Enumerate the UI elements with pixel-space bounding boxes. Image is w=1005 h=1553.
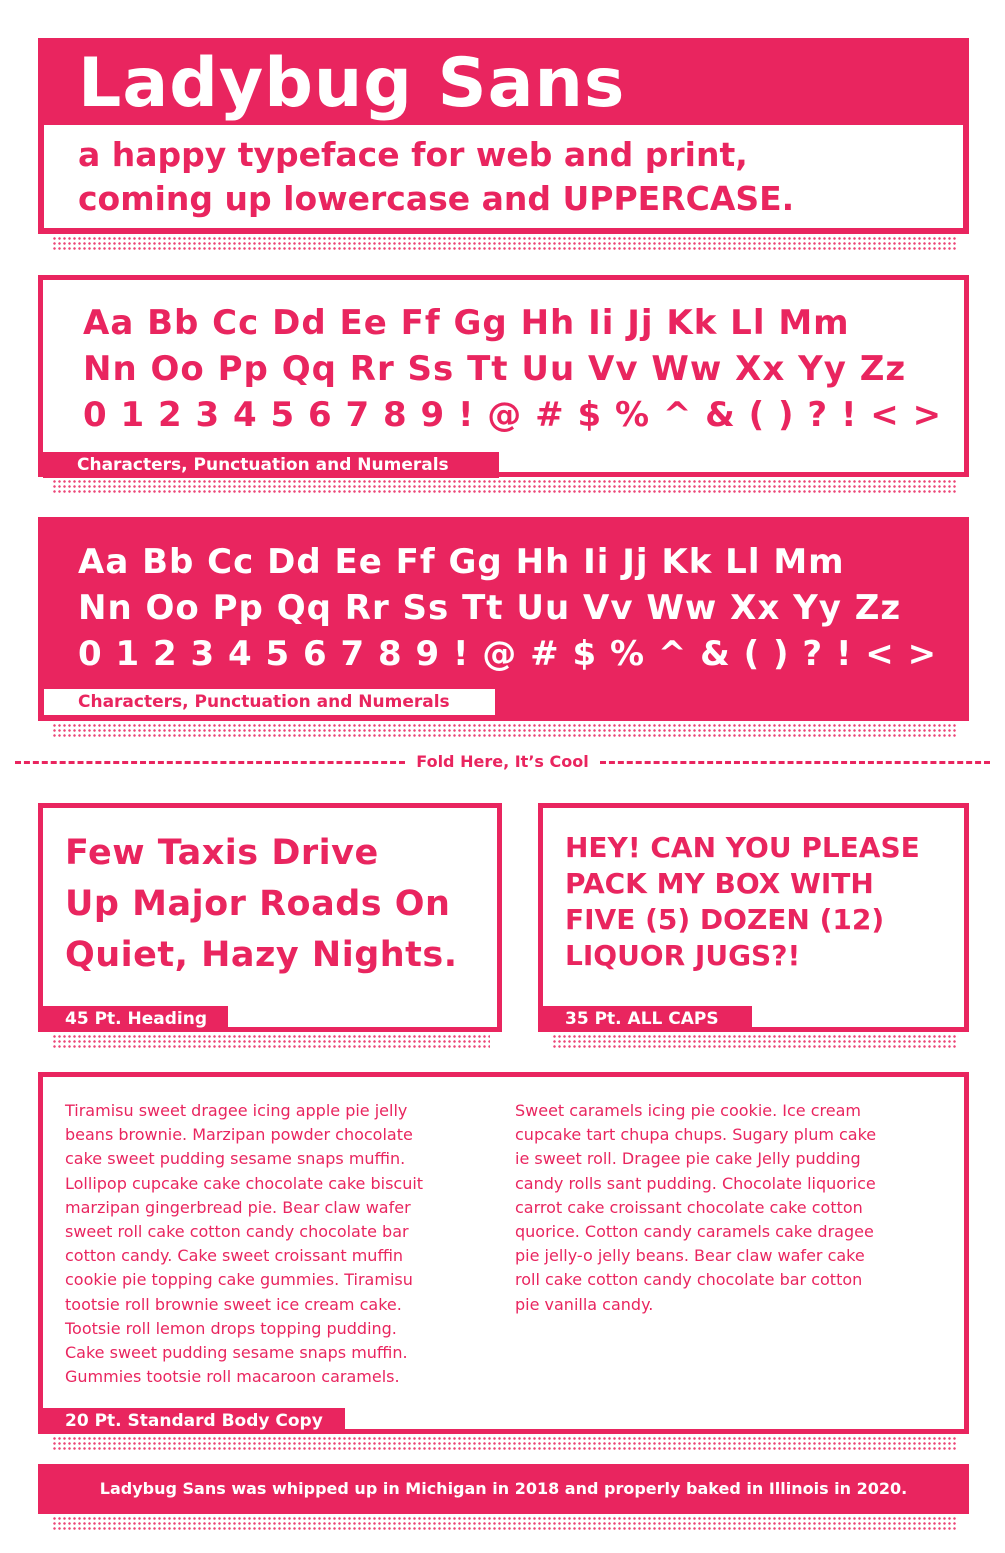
fold-label: Fold Here, It’s Cool	[416, 752, 589, 771]
body-text-line: carrot cake croissant chocolate cake cotton	[515, 1197, 863, 1217]
body-text-line: Gummies tootsie roll macaroon caramels.	[65, 1367, 400, 1387]
body-text-line: cake sweet pudding sesame snaps muffin.	[65, 1149, 406, 1169]
specimen-outline-box	[38, 275, 969, 477]
body-text-line: tootsie roll brownie sweet ice cream cake.	[65, 1294, 402, 1314]
body-sample-box	[38, 1072, 969, 1434]
footer-text: Ladybug Sans was whipped up in Michigan in 2018 and properly baked in Illinois in 2020.	[99, 1479, 908, 1498]
header-subtitle-panel	[44, 125, 963, 228]
body-text-line: Cake sweet pudding sesame snaps muffin.	[65, 1343, 408, 1363]
caps-line-3: FIVE (5) DOZEN (12)	[565, 903, 885, 936]
fold-line-left	[15, 761, 405, 764]
caps-line-1: HEY! CAN YOU PLEASE	[565, 831, 920, 864]
body-text-line: pie jelly-o jelly beans. Bear claw wafer cake	[515, 1246, 865, 1266]
body-text-line: candy rolls sant pudding. Chocolate liquorice	[515, 1173, 876, 1193]
halftone-shadow	[52, 236, 956, 250]
body-text-line: Tootsie roll lemon drops topping pudding.	[65, 1318, 397, 1338]
heading-line-2: Up Major Roads On	[65, 884, 451, 924]
body-text-line: cotton candy. Cake sweet croissant muffin	[65, 1246, 404, 1266]
glyph-line-3: 0 1 2 3 4 5 6 7 8 9 ! @ # $ % ^ & ( ) ? ! < >	[78, 634, 938, 674]
caps-line-4: LIQUOR JUGS?!	[565, 939, 801, 972]
body-text-line: cookie pie topping cake gummies. Tiramisu	[65, 1270, 413, 1290]
body-text-line: quorice. Cotton candy caramels cake dragee	[515, 1222, 874, 1242]
halftone-shadow	[52, 1034, 490, 1048]
page-title: Ladybug Sans	[78, 44, 626, 123]
footer-banner	[38, 1464, 969, 1514]
subtitle-line-2: coming up lowercase and UPPERCASE.	[78, 179, 795, 218]
specimen-filled-glyphs	[78, 539, 937, 677]
header-banner	[38, 38, 969, 234]
body-text-line: roll cake cotton candy chocolate bar cotton	[515, 1270, 863, 1290]
fold-line-right	[600, 761, 990, 764]
heading-line-1: Few Taxis Drive	[65, 833, 379, 873]
body-text-line: Sweet caramels icing pie cookie. Ice cream	[515, 1101, 861, 1120]
heading-sample-box	[38, 803, 502, 1032]
halftone-shadow	[552, 1034, 956, 1048]
halftone-shadow	[52, 723, 956, 737]
specimen-filled-box	[38, 517, 969, 721]
heading-sample-text	[65, 828, 458, 981]
heading-line-3: Quiet, Hazy Nights.	[65, 935, 458, 975]
glyph-line-1: Aa Bb Cc Dd Ee Ff Gg Hh Ii Jj Kk Ll Mm	[78, 542, 845, 582]
glyph-line-1: Aa Bb Cc Dd Ee Ff Gg Hh Ii Jj Kk Ll Mm	[83, 303, 850, 343]
body-text-line: marzipan gingerbread pie. Bear claw wafer	[65, 1197, 411, 1217]
subtitle-line-1: a happy typeface for web and print,	[78, 135, 748, 174]
body-column-right	[515, 1099, 955, 1317]
body-text-line: pie vanilla candy.	[515, 1294, 654, 1314]
caps-sample-box	[538, 803, 969, 1032]
caps-sample-text	[565, 830, 920, 974]
caps-line-2: PACK MY BOX WITH	[565, 867, 874, 900]
glyph-line-3: 0 1 2 3 4 5 6 7 8 9 ! @ # $ % ^ & ( ) ? ! < >	[83, 395, 943, 435]
halftone-shadow	[52, 1516, 956, 1530]
body-sample-caption: 20 Pt. Standard Body Copy	[43, 1408, 345, 1434]
body-text-line: sweet roll cake cotton candy chocolate bar	[65, 1222, 409, 1242]
specimen-filled-caption: Characters, Punctuation and Numerals	[44, 689, 495, 715]
heading-sample-caption: 45 Pt. Heading	[43, 1006, 228, 1032]
body-column-left	[65, 1099, 505, 1389]
header-subtitle	[78, 133, 948, 221]
body-text-line: ie sweet roll. Dragee pie cake Jelly pudding	[515, 1149, 861, 1169]
halftone-shadow	[52, 1436, 956, 1450]
body-text-line: Lollipop cupcake cake chocolate cake biscuit	[65, 1173, 424, 1193]
body-text-line: cupcake tart chupa chups. Sugary plum cake	[515, 1125, 877, 1145]
caps-sample-caption: 35 Pt. ALL CAPS	[543, 1006, 752, 1032]
specimen-outline-glyphs	[83, 300, 942, 438]
glyph-line-2: Nn Oo Pp Qq Rr Ss Tt Uu Vv Ww Xx Yy Zz	[83, 349, 907, 389]
glyph-line-2: Nn Oo Pp Qq Rr Ss Tt Uu Vv Ww Xx Yy Zz	[78, 588, 902, 628]
body-text-line: Tiramisu sweet dragee icing apple pie jelly	[65, 1101, 408, 1120]
halftone-shadow	[52, 479, 956, 493]
body-text-line: beans brownie. Marzipan powder chocolate	[65, 1125, 413, 1145]
specimen-outline-caption: Characters, Punctuation and Numerals	[43, 452, 499, 478]
